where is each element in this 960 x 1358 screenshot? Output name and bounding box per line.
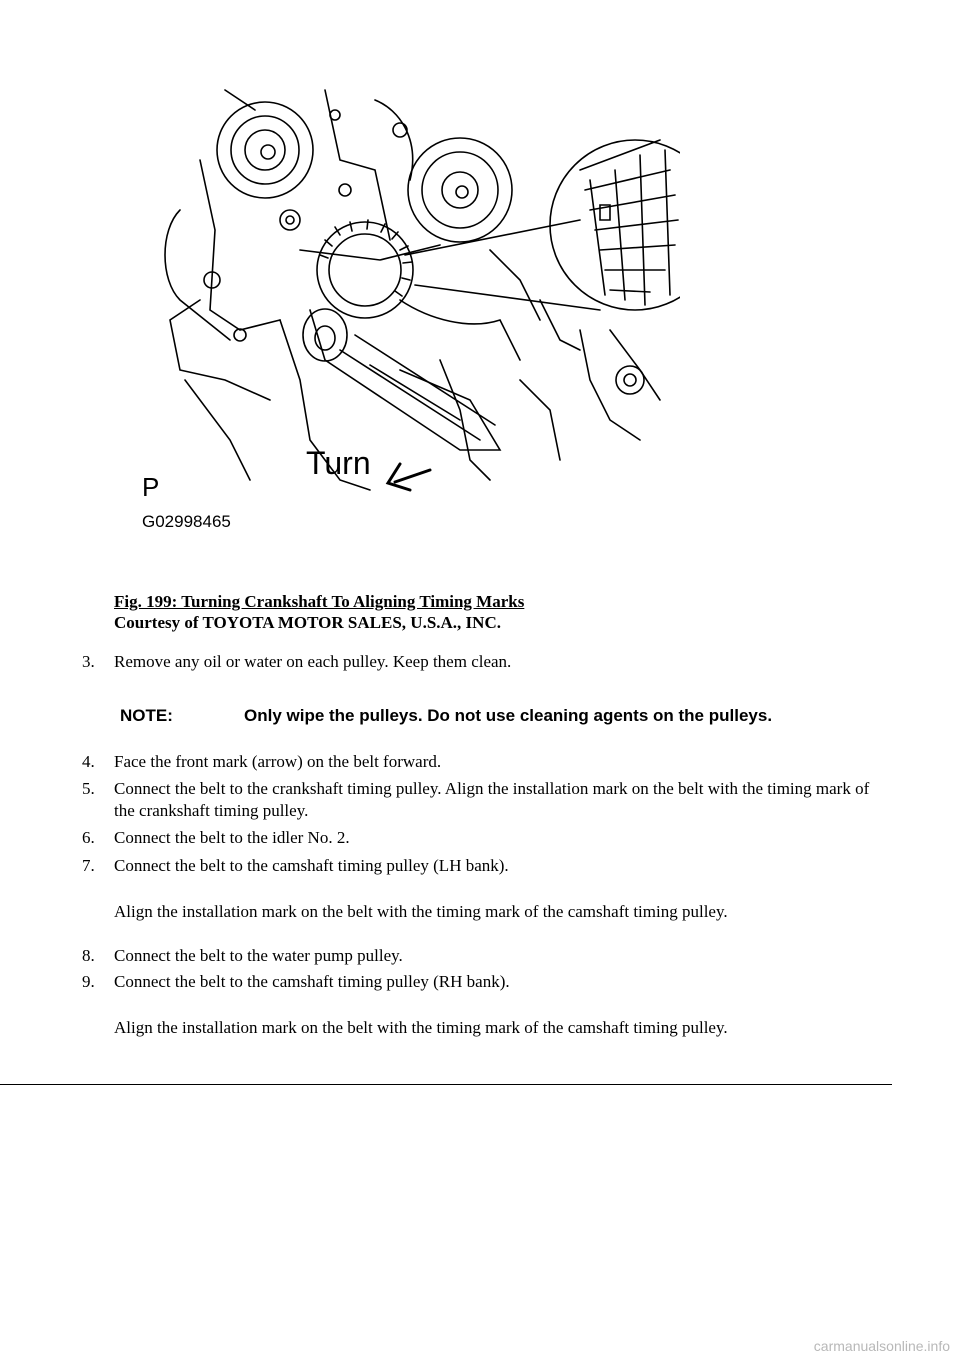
step-text: Connect the belt to the idler No. 2. — [114, 828, 350, 847]
page-divider — [0, 1084, 892, 1085]
step-text: Connect the belt to the crankshaft timing pulley. Align the installation mark on the belt with the timing mark of the crankshaft timing pulley. — [114, 779, 870, 820]
step-text: Remove any oil or water on each pulley. Keep them clean. — [114, 652, 512, 671]
figure-courtesy: Courtesy of TOYOTA MOTOR SALES, U.S.A., INC. — [114, 613, 501, 632]
figure-illustration — [140, 80, 680, 530]
engine-drawing — [140, 80, 680, 530]
step-9-detail: Align the installation mark on the belt with the timing mark of the camshaft timing pulley. — [114, 1018, 728, 1037]
step-number: 5. — [82, 779, 95, 798]
figure-code: G02998465 — [142, 512, 231, 530]
step-number: 4. — [82, 752, 95, 771]
step-text: Connect the belt to the water pump pulley. — [114, 946, 403, 965]
note-label: NOTE: — [120, 706, 173, 725]
step-number: 7. — [82, 856, 95, 875]
step-text: Connect the belt to the camshaft timing pulley (LH bank). — [114, 856, 509, 875]
turn-callout: Turn — [306, 445, 371, 481]
step-number: 8. — [82, 946, 95, 965]
step-text: Face the front mark (arrow) on the belt forward. — [114, 752, 442, 771]
step-number: 6. — [82, 828, 95, 847]
site-watermark: carmanualsonline.info — [813, 1338, 950, 1354]
step-number: 9. — [82, 972, 95, 991]
pulley-label-p: P — [142, 472, 160, 502]
figure-caption — [114, 591, 524, 633]
step-7-detail: Align the installation mark on the belt with the timing mark of the camshaft timing pulley. — [114, 902, 728, 921]
figure-title: Fig. 199: Turning Crankshaft To Aligning Timing Marks — [114, 592, 525, 611]
engine-linework — [165, 90, 680, 490]
step-number: 3. — [82, 652, 95, 671]
note-text: Only wipe the pulleys. Do not use cleaning agents on the pulleys. — [244, 706, 773, 725]
step-text: Connect the belt to the camshaft timing pulley (RH bank). — [114, 972, 510, 991]
